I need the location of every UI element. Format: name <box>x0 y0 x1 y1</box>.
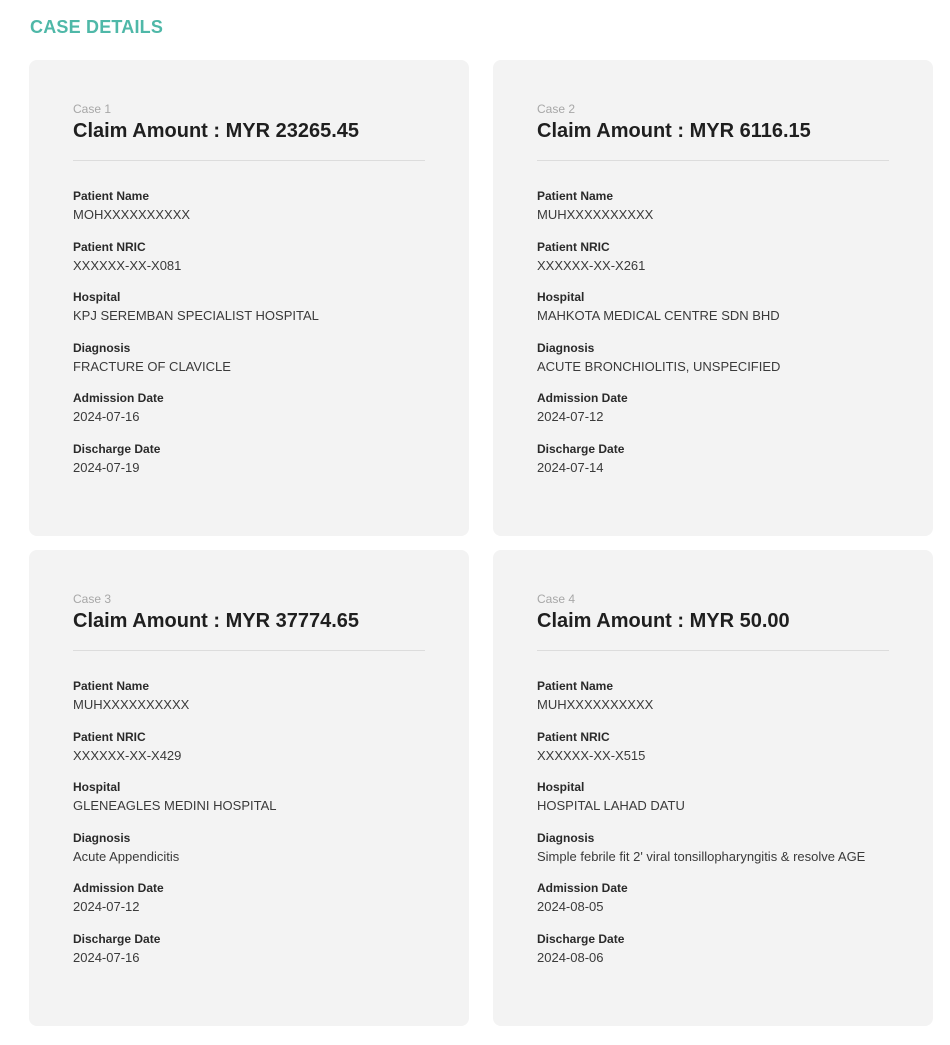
case-card <box>493 550 933 1026</box>
discharge-date-field <box>537 931 889 982</box>
patient-name-field <box>537 188 889 239</box>
hospital-field <box>537 289 889 340</box>
admission-date-field <box>537 390 889 441</box>
patient-name-value: MUHXXXXXXXXXX <box>537 207 654 222</box>
patient-name-label: Patient Name <box>537 679 614 693</box>
admission-date-value: 2024-07-16 <box>73 409 140 425</box>
diagnosis-field <box>73 340 425 391</box>
discharge-date-value: 2024-07-19 <box>73 459 140 475</box>
patient-nric-value: XXXXXX-XX-X261 <box>537 257 646 273</box>
admission-date-value: 2024-07-12 <box>537 409 604 425</box>
hospital-label: Hospital <box>537 290 585 305</box>
case-card <box>493 60 933 536</box>
case-fields <box>73 678 425 982</box>
hospital-field <box>73 289 425 340</box>
diagnosis-value: Acute Appendicitis <box>73 848 180 864</box>
admission-date-value: 2024-08-05 <box>537 899 604 915</box>
admission-date-field <box>73 390 425 441</box>
patient-name-field <box>73 678 425 729</box>
admission-date-label: Admission Date <box>73 881 164 896</box>
claim-amount: Claim Amount : MYR 23265.45 <box>73 120 360 142</box>
case-card <box>29 60 469 536</box>
patient-name-value: MOHXXXXXXXXXX <box>73 207 191 222</box>
divider <box>537 160 889 161</box>
case-card <box>29 550 469 1026</box>
patient-name-label: Patient Name <box>73 679 150 693</box>
case-number: Case 1 <box>73 102 112 116</box>
diagnosis-field <box>537 340 889 391</box>
claim-amount: Claim Amount : MYR 6116.15 <box>537 120 811 142</box>
case-fields <box>537 678 889 982</box>
discharge-date-value: 2024-07-16 <box>73 949 140 965</box>
discharge-date-value: 2024-08-06 <box>537 949 604 965</box>
discharge-date-value: 2024-07-14 <box>537 459 604 475</box>
hospital-field <box>537 779 889 830</box>
patient-name-value: MUHXXXXXXXXXX <box>73 697 190 712</box>
diagnosis-label: Diagnosis <box>537 340 595 355</box>
case-number: Case 2 <box>537 102 576 116</box>
hospital-label: Hospital <box>537 780 585 795</box>
case-number: Case 4 <box>537 592 576 606</box>
hospital-label: Hospital <box>73 290 121 305</box>
patient-nric-field <box>73 729 425 780</box>
diagnosis-field <box>73 830 425 881</box>
claim-amount: Claim Amount : MYR 37774.65 <box>73 610 360 632</box>
patient-nric-field <box>537 729 889 780</box>
patient-name-label: Patient Name <box>73 189 150 203</box>
hospital-field <box>73 779 425 830</box>
discharge-date-field <box>73 441 425 492</box>
divider <box>537 650 889 651</box>
admission-date-label: Admission Date <box>73 391 164 406</box>
divider <box>73 160 425 161</box>
discharge-date-label: Discharge Date <box>537 441 625 456</box>
patient-nric-label: Patient NRIC <box>73 239 146 254</box>
patient-nric-label: Patient NRIC <box>73 729 146 744</box>
discharge-date-label: Discharge Date <box>73 931 161 946</box>
patient-name-value: MUHXXXXXXXXXX <box>537 697 654 712</box>
discharge-date-label: Discharge Date <box>73 441 161 456</box>
admission-date-label: Admission Date <box>537 391 628 406</box>
hospital-label: Hospital <box>73 780 121 795</box>
patient-nric-field <box>537 239 889 290</box>
discharge-date-field <box>537 441 889 492</box>
hospital-value: GLENEAGLES MEDINI HOSPITAL <box>73 798 277 814</box>
patient-nric-value: XXXXXX-XX-X081 <box>73 257 182 273</box>
patient-nric-value: XXXXXX-XX-X429 <box>73 747 182 763</box>
hospital-value: KPJ SEREMBAN SPECIALIST HOSPITAL <box>73 308 319 324</box>
hospital-value: HOSPITAL LAHAD DATU <box>537 798 685 814</box>
diagnosis-label: Diagnosis <box>73 830 131 845</box>
discharge-date-label: Discharge Date <box>537 931 625 946</box>
diagnosis-field <box>537 830 889 881</box>
patient-nric-value: XXXXXX-XX-X515 <box>537 747 646 763</box>
case-fields <box>537 188 889 492</box>
page-title: CASE DETAILS <box>30 17 164 37</box>
patient-name-field <box>537 678 889 729</box>
patient-nric-label: Patient NRIC <box>537 239 610 254</box>
divider <box>73 650 425 651</box>
patient-nric-label: Patient NRIC <box>537 729 610 744</box>
diagnosis-label: Diagnosis <box>73 340 131 355</box>
discharge-date-field <box>73 931 425 982</box>
patient-name-field <box>73 188 425 239</box>
case-number: Case 3 <box>73 592 112 606</box>
admission-date-field <box>537 880 889 931</box>
diagnosis-value: FRACTURE OF CLAVICLE <box>73 358 231 374</box>
patient-nric-field <box>73 239 425 290</box>
diagnosis-value: ACUTE BRONCHIOLITIS, UNSPECIFIED <box>537 358 781 374</box>
diagnosis-value: Simple febrile fit 2' viral tonsillopharyngitis & resolve AGE <box>537 848 866 864</box>
patient-name-label: Patient Name <box>537 189 614 203</box>
admission-date-label: Admission Date <box>537 881 628 896</box>
admission-date-value: 2024-07-12 <box>73 899 140 915</box>
admission-date-field <box>73 880 425 931</box>
diagnosis-label: Diagnosis <box>537 830 595 845</box>
hospital-value: MAHKOTA MEDICAL CENTRE SDN BHD <box>537 308 780 324</box>
claim-amount: Claim Amount : MYR 50.00 <box>537 610 790 632</box>
case-fields <box>73 188 425 492</box>
